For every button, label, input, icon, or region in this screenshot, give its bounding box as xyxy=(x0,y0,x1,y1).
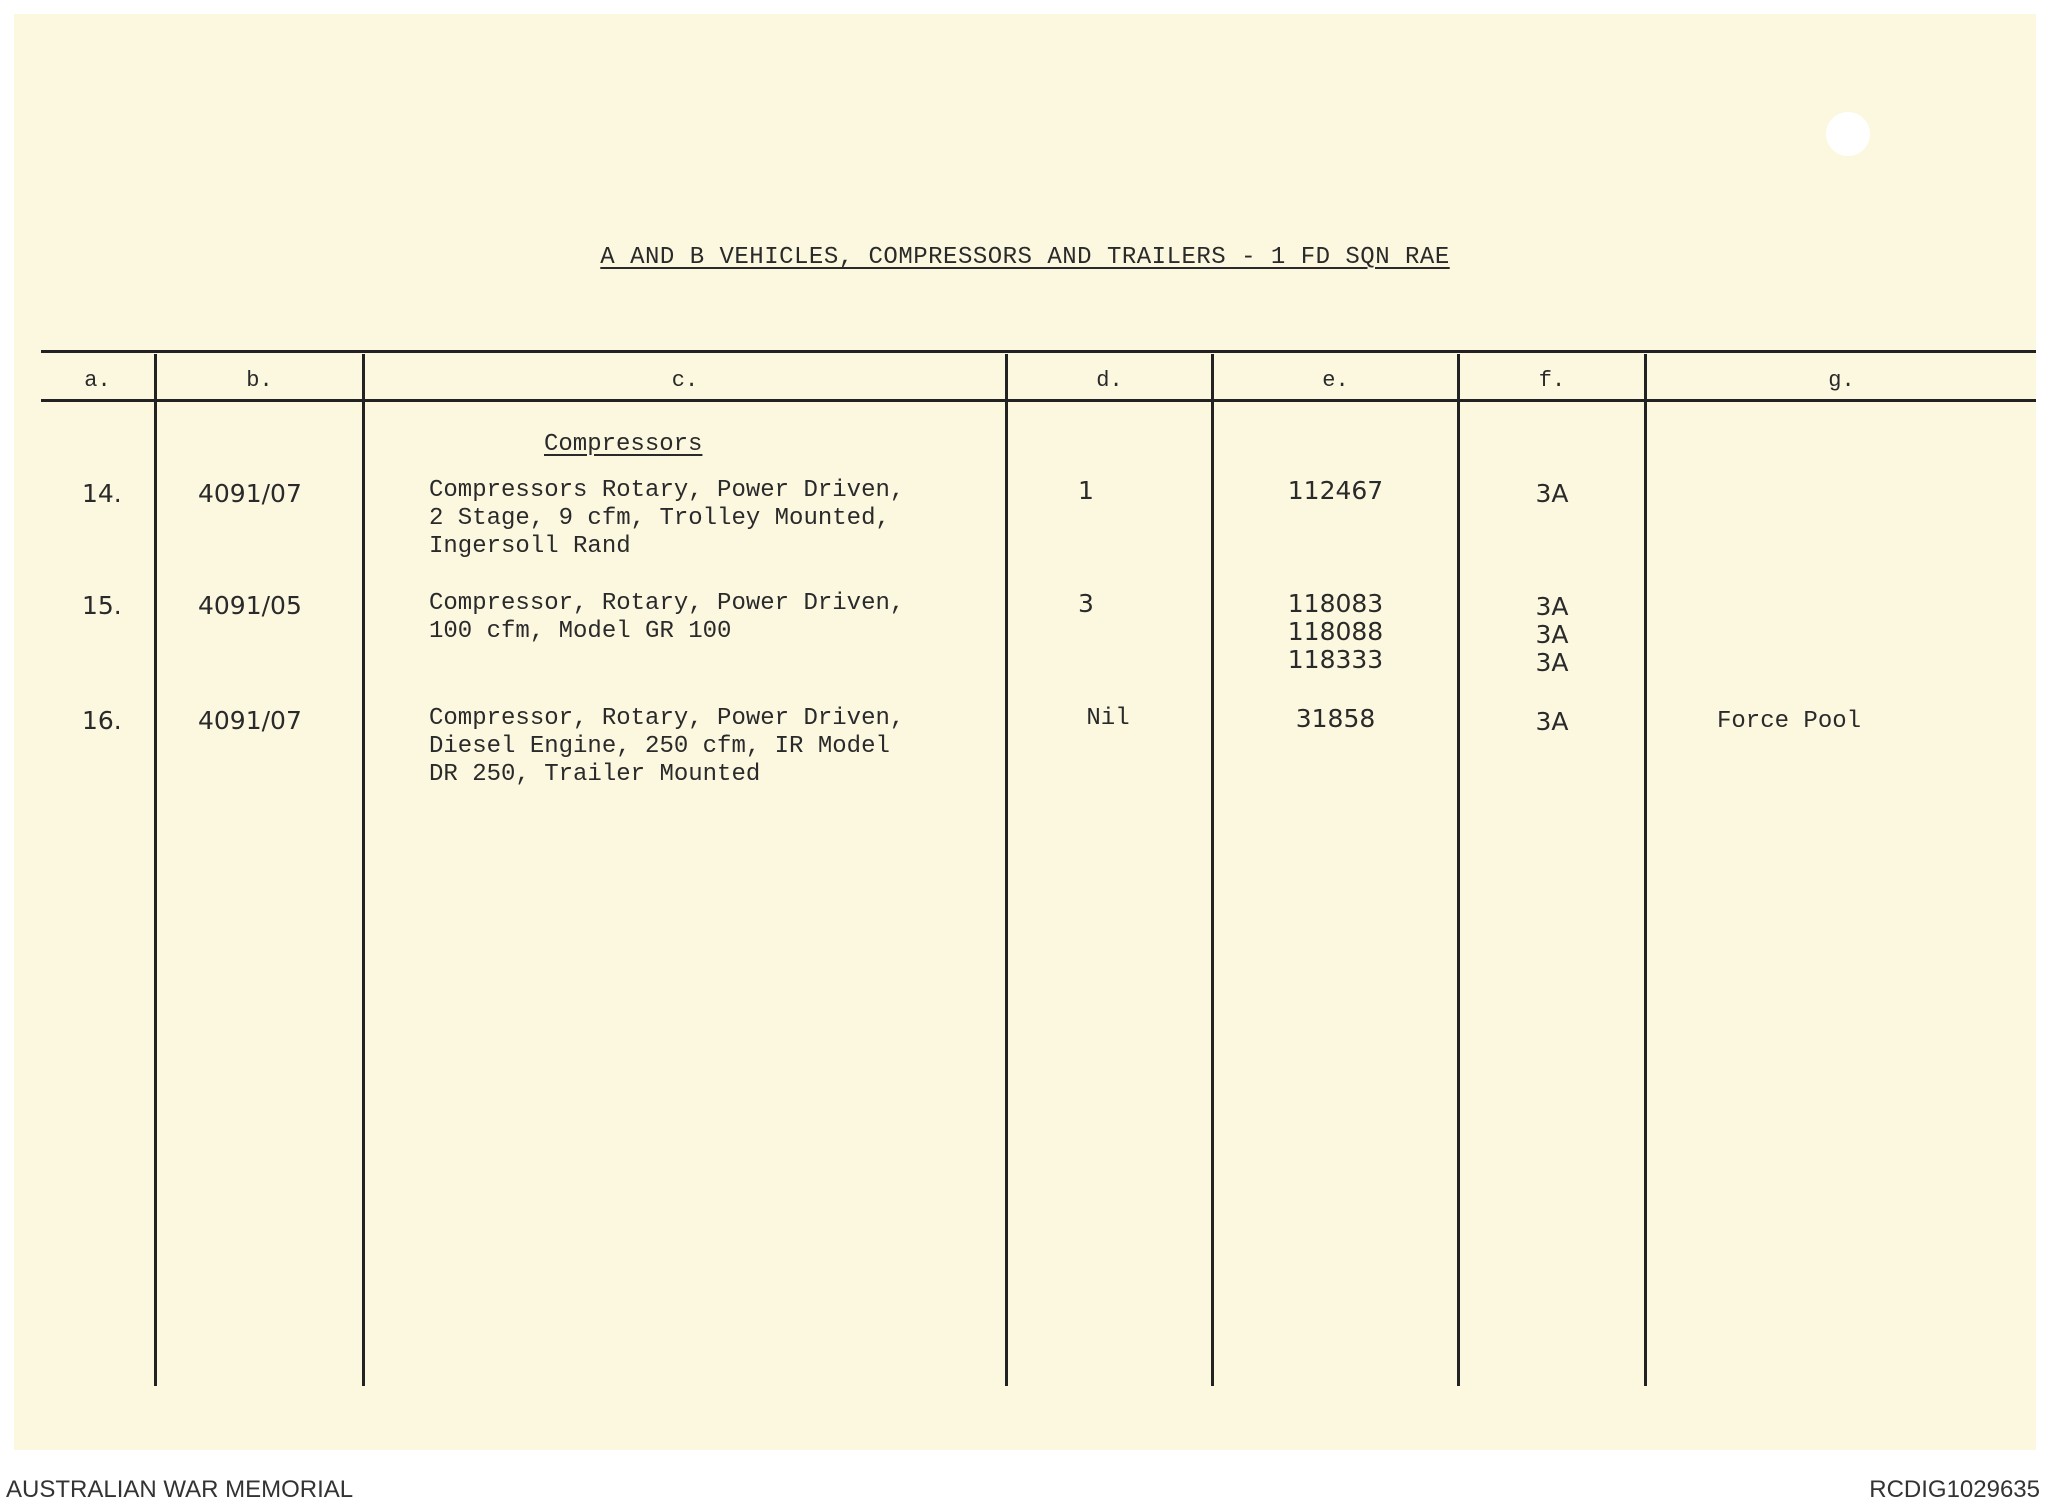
footer-reference: RCDIG1029635 xyxy=(1869,1476,2040,1503)
grade: 3A xyxy=(1535,479,1569,508)
item-description-line: Compressor, Rotary, Power Driven, xyxy=(429,705,905,732)
column-divider xyxy=(1457,354,1460,1386)
document-title: A AND B VEHICLES, COMPRESSORS AND TRAILERS - 1 FD SQN RAE xyxy=(600,244,1450,271)
grade: 3A xyxy=(1535,592,1569,621)
column-header-a: a. xyxy=(84,368,111,393)
item-description-line: 2 Stage, 9 cfm, Trolley Mounted, xyxy=(429,505,890,532)
remarks: Force Pool xyxy=(1717,708,1862,735)
column-header-f: f. xyxy=(1538,368,1566,393)
item-description-line: Compressors Rotary, Power Driven, xyxy=(429,477,905,504)
quantity: Nil xyxy=(1086,705,1130,732)
column-header-b: b. xyxy=(246,368,273,393)
serial-number: 31858 xyxy=(1295,704,1376,733)
item-description-line: Compressor, Rotary, Power Driven, xyxy=(429,590,905,617)
item-description-line: 100 cfm, Model GR 100 xyxy=(429,618,732,645)
row-number: 14. xyxy=(82,479,122,508)
column-header-e: e. xyxy=(1322,368,1349,393)
document-sheet xyxy=(14,14,2036,1450)
grade: 3A xyxy=(1535,620,1569,649)
serial-number: 118333 xyxy=(1287,645,1384,674)
serial-number: 118088 xyxy=(1287,617,1384,646)
item-description-line: Ingersoll Rand xyxy=(429,533,631,560)
column-header-d: d. xyxy=(1096,368,1123,393)
row-number: 16. xyxy=(82,706,122,735)
item-description-line: Diesel Engine, 250 cfm, IR Model xyxy=(429,733,890,760)
column-divider xyxy=(154,354,157,1386)
serial-number: 118083 xyxy=(1287,589,1384,618)
grade: 3A xyxy=(1535,648,1569,677)
column-header-c: c. xyxy=(671,368,699,393)
column-divider xyxy=(1005,354,1008,1386)
column-divider xyxy=(1644,354,1647,1386)
column-divider xyxy=(362,354,365,1386)
punch-hole xyxy=(1826,112,1870,156)
catalogue-number: 4091/05 xyxy=(198,591,302,620)
quantity: 3 xyxy=(1078,589,1094,618)
section-heading: Compressors xyxy=(544,431,703,458)
catalogue-number: 4091/07 xyxy=(198,706,302,735)
serial-number: 112467 xyxy=(1287,476,1384,505)
column-divider xyxy=(1211,354,1214,1386)
footer-source: AUSTRALIAN WAR MEMORIAL xyxy=(6,1476,354,1503)
grade: 3A xyxy=(1535,707,1569,736)
table-top-rule xyxy=(41,350,2036,353)
item-description-line: DR 250, Trailer Mounted xyxy=(429,761,761,788)
catalogue-number: 4091/07 xyxy=(198,479,302,508)
table-header-rule xyxy=(41,399,2036,402)
row-number: 15. xyxy=(82,591,122,620)
quantity: 1 xyxy=(1078,476,1094,505)
column-header-g: g. xyxy=(1828,368,1855,393)
